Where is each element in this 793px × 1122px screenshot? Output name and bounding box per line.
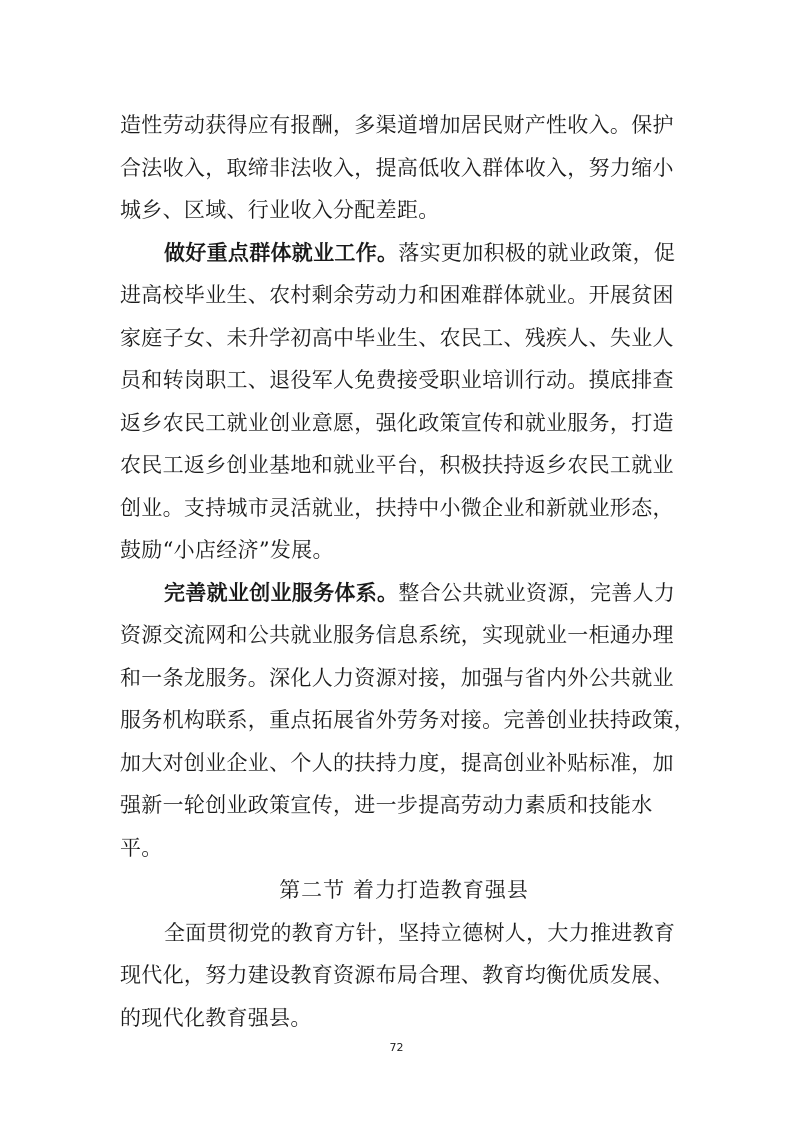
text-line: 现代化，努力建设教育资源布局合理、教育均衡优质发展、 <box>120 963 674 987</box>
text-line: 返乡农民工就业创业意愿，强化政策宣传和就业服务，打造 <box>120 410 674 435</box>
paragraph-education <box>120 912 680 1040</box>
paragraph-lead-heading: 完善就业创业服务体系。 <box>164 579 399 605</box>
text-line <box>120 572 680 615</box>
paragraph-employment-service-system <box>120 572 696 870</box>
text-line <box>120 232 680 275</box>
text-line: 的现代化教育强县。 <box>120 1005 312 1030</box>
section-heading: 第二节 着力打造教育强县 <box>279 878 529 902</box>
text-line: 合法收入，取缔非法收入，提高低收入群体收入，努力缩小 <box>120 155 674 180</box>
paragraph-key-groups-employment <box>120 232 680 572</box>
text-line: 城乡、区域、行业收入分配差距。 <box>120 198 440 222</box>
text-line: 资源交流网和公共就业服务信息系统，实现就业一柜通办理 <box>120 623 674 647</box>
text-line: 创业。支持城市灵活就业，扶持中小微企业和新就业形态， <box>120 495 674 520</box>
text-line: 造性劳动获得应有报酬，多渠道增加居民财产性收入。保护 <box>120 113 674 137</box>
text-run: 落实更加积极的就业政策，促 <box>398 240 676 265</box>
text-line: 家庭子女、未升学初高中毕业生、农民工、残疾人、失业人 <box>120 325 674 350</box>
text-line: 服务机构联系，重点拓展省外劳务对接。完善创业扶持政策， <box>120 708 696 732</box>
text-line: 平。 <box>120 835 163 860</box>
text-run: 整合公共就业资源，完善人力 <box>398 580 676 605</box>
paragraph-lead-heading: 做好重点群体就业工作。 <box>164 239 399 265</box>
text-line: 强新一轮创业政策宣传，进一步提高劳动力素质和技能水 <box>120 793 653 817</box>
text-line: 员和转岗职工、退役军人免费接受职业培训行动。摸底排查 <box>120 368 674 392</box>
text-line: 进高校毕业生、农村剩余劳动力和困难群体就业。开展贫困 <box>120 283 674 307</box>
page-number: 72 <box>389 1041 404 1054</box>
text-line: 鼓励“小店经济”发展。 <box>120 538 334 562</box>
text-line: 和一条龙服务。深化人力资源对接，加强与省内外公共就业 <box>120 665 674 690</box>
body-text <box>120 104 696 1039</box>
text-line: 全面贯彻党的教育方针，坚持立德树人，大力推进教育 <box>164 920 676 945</box>
paragraph-income <box>120 104 680 232</box>
text-line: 农民工返乡创业基地和就业平台，积极扶持返乡农民工就业 <box>120 453 674 477</box>
text-line: 加大对创业企业、个人的扶持力度，提高创业补贴标准，加 <box>120 750 674 775</box>
